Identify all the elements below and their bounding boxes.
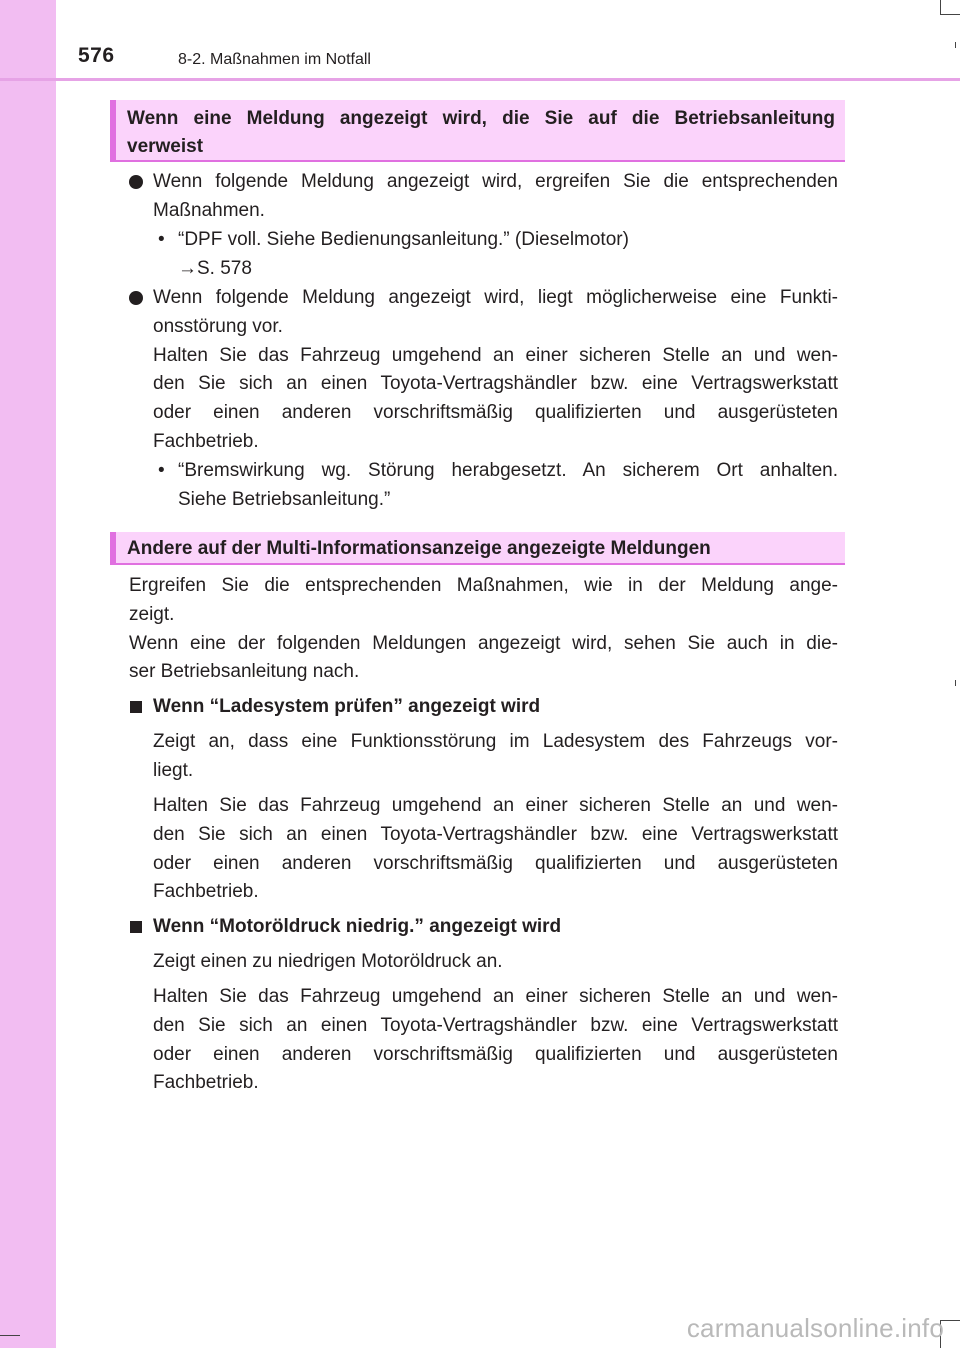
item-heading-charging-system: Wenn “Ladesystem prüfen” angezeigt wird: [153, 696, 541, 717]
text-line: “DPF voll. Siehe Bedienungsanleitung.” (Dieselmotor): [178, 229, 629, 250]
crop-mark: [955, 680, 956, 686]
text-line: Siehe Betriebsanleitung.”: [178, 488, 391, 510]
text-line: liegt.: [153, 759, 194, 781]
crop-mark: [940, 0, 941, 14]
text-line: Fachbetrieb.: [153, 430, 259, 452]
text-line: Ergreifen Sie die entsprechenden Maßnahmen, wie in der Meldung ange-: [129, 575, 838, 596]
page-number: 576: [78, 44, 115, 67]
page-reference: →S. 578: [178, 257, 252, 279]
text-line: onsstörung vor.: [153, 315, 283, 337]
item-paragraph: [153, 983, 838, 1098]
bullet-paragraph: [153, 284, 838, 457]
square-bullet-icon: [130, 921, 142, 933]
item-paragraph: [153, 792, 838, 907]
item-paragraph: [153, 728, 838, 786]
text-line: den Sie sich an einen Toyota-Vertragshändler bzw. eine Vertragswerkstatt: [153, 373, 838, 395]
section-heading-reference-messages: [110, 100, 845, 162]
text-line: Halten Sie das Fahrzeug umgehend an einer sicheren Stelle an und wen-: [153, 344, 838, 366]
text-line: Wenn folgende Meldung angezeigt wird, ergreifen Sie die entsprechenden: [153, 171, 838, 192]
sub-bullet-marker: •: [158, 460, 165, 481]
left-margin-strip: [0, 0, 56, 1348]
crop-mark: [955, 42, 956, 48]
text-line: Zeigt an, dass eine Funktionsstörung im Ladesystem des Fahrzeugs vor-: [153, 731, 838, 752]
text-line: oder einen anderen vorschriftsmäßig qualifizierten und ausgerüsteten: [153, 1043, 838, 1065]
bullet-dot-icon: [129, 291, 143, 305]
text-line: oder einen anderen vorschriftsmäßig qualifizierten und ausgerüsteten: [153, 852, 838, 874]
item-heading-oil-pressure: Wenn “Motoröldruck niedrig.” angezeigt wird: [153, 916, 562, 937]
text-line: Halten Sie das Fahrzeug umgehend an einer sicheren Stelle an und wen-: [153, 986, 838, 1007]
section-heading-line: Wenn eine Meldung angezeigt wird, die Sie auf die Betriebsanleitung: [127, 108, 835, 129]
square-bullet-icon: [130, 701, 142, 713]
text-line: Fachbetrieb.: [153, 1072, 259, 1094]
sub-bullet-marker: •: [158, 229, 165, 250]
text-line: Fachbetrieb.: [153, 881, 259, 903]
text-line: Wenn eine der folgenden Meldungen angezeigt wird, sehen Sie auch in die-: [129, 632, 838, 654]
sub-bullet-text: [178, 457, 838, 515]
text-line: “Bremswirkung wg. Störung herabgesetzt. An sicherem Ort anhalten.: [178, 460, 838, 481]
text-line: den Sie sich an einen Toyota-Vertragshändler bzw. eine Vertragswerkstatt: [153, 823, 838, 845]
text-line: Zeigt einen zu niedrigen Motoröldruck an.: [153, 951, 503, 972]
text-line: Maßnahmen.: [153, 199, 265, 221]
header-rule: [0, 78, 960, 81]
text-line: ser Betriebsanleitung nach.: [129, 661, 360, 683]
crop-mark: [0, 1335, 20, 1336]
section-heading-other-messages: Andere auf der Multi-Informationsanzeige angezeigte Meldungen: [110, 532, 845, 565]
text-line: Halten Sie das Fahrzeug umgehend an einer sicheren Stelle an und wen-: [153, 795, 838, 816]
bullet-dot-icon: [129, 175, 143, 189]
section-heading-line: verweist: [127, 136, 204, 157]
chapter-title: 8-2. Maßnahmen im Notfall: [178, 51, 371, 68]
watermark: carmanualsonline.info: [686, 1313, 944, 1343]
text-line: zeigt.: [129, 603, 175, 625]
intro-paragraph: [129, 572, 838, 687]
text-line: Wenn folgende Meldung angezeigt wird, liegt möglicherweise eine Funkti-: [153, 287, 838, 308]
item-paragraph: [153, 948, 838, 977]
text-line: oder einen anderen vorschriftsmäßig qualifizierten und ausgerüsteten: [153, 402, 838, 424]
crop-mark: [940, 14, 960, 15]
text-line: den Sie sich an einen Toyota-Vertragshändler bzw. eine Vertragswerkstatt: [153, 1014, 838, 1036]
bullet-paragraph: [153, 168, 838, 226]
sub-bullet-text: [178, 226, 838, 284]
